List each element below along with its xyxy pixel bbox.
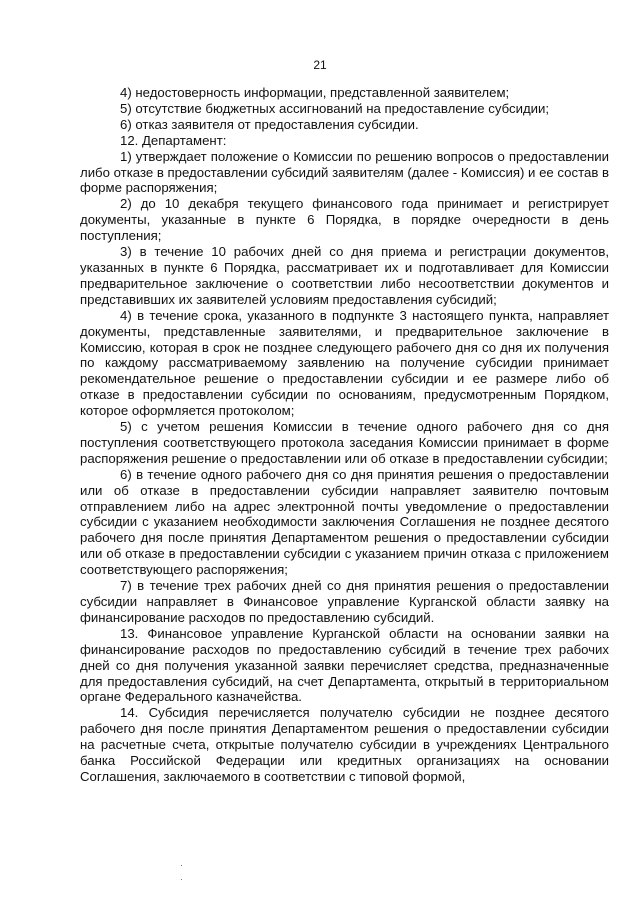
paragraph-item-5: 5) отсутствие бюджетных ассигнований на предоставление субсидии; (120, 100, 550, 116)
paragraph-subitem-1: 1) утверждает положение о Комиссии по решению вопросов о предоставлении либо отказе в предоставлении субсидий заявителям (далее - Комиссия) и ее состав в форме распоряжения; (80, 148, 609, 196)
paragraph-section-12: 12. Департамент: (120, 132, 227, 148)
paragraph-subitem-4: 4) в течение срока, указанного в подпункте 3 настоящего пункта, направляет документы, представленные заявителями, и предварительное заключение в Комиссию, которая в срок не позднее следующего рабочего дня со дня их получения по каждому рассматриваемому заявлению на получение субсидии принимает рекомендательное решение о предоставлении субсидии и ее размере либо об отказе в предоставлении субсидии по основаниям, предусмотренным Порядком, которое оформляется протоколом; (80, 307, 609, 419)
paragraph-subitem-7: 7) в течение трех рабочих дней со дня принятия решения о предоставлении субсидии направляет в Финансовое управление Курганской области заявку на финансирование расходов по предоставлению субсидий. (80, 578, 609, 625)
paragraph-subitem-5: 5) с учетом решения Комиссии в течение одного рабочего дня со дня поступления соответствующего протокола заседания Комиссии принимает в форме распоряжения решение о предоставлении или об отказе в предоставлении субсидии; (80, 419, 609, 466)
paragraph-section-13: 13. Финансовое управление Курганской области на основании заявки на финансирование расходов по предоставлению субсидий в течение трех рабочих дней со дня получения указанной заявки перечисляет средства, предназначенные для предоставления субсидий, на счет Департамента, открытый в территориальном органе Федерального казначейства. (80, 625, 609, 705)
paragraph-item-6: 6) отказ заявителя от предоставления субсидии. (120, 116, 419, 132)
paragraph-subitem-6: 6) в течение одного рабочего дня со дня принятия решения о предоставлении или об отказе в предоставлении субсидии направляет заявителю почтовым отправлением либо на адрес электронной почты уведомление о предоставлении субсидии с указанием необходимости заключения Соглашения не позднее десятого рабочего дня после принятия Департаментом решения о предоставлении субсидии или об отказе в предоставлении субсидии с указанием причин отказа с приложением соответствующего распоряжения; (80, 466, 609, 578)
paragraph-section-14: 14. Субсидия перечисляется получателю субсидии не позднее десятого рабочего дня после принятия Департаментом решения о предоставлении субсидии на расчетные счета, открытые получателю субсидии в учреждениях Центрального банка Российской Федерации или кредитных организациях на основании Соглашения, заключаемого в соответствии с типовой формой, (80, 705, 609, 784)
scan-speck (181, 879, 182, 880)
paragraph-subitem-3: 3) в течение 10 рабочих дней со дня приема и регистрации документов, указанных в пункте 6 Порядка, рассматривает их и подготавливает для Комиссии предварительное заключение о соответствии либо несоответствии документов и представивших их заявителей условиям предоставления субсидий; (80, 244, 609, 307)
paragraph-item-4: 4) недостоверность информации, представленной заявителем; (120, 85, 510, 100)
document-body (80, 85, 609, 785)
paragraph-subitem-2: 2) до 10 декабря текущего финансового года принимает и регистрирует документы, указанные в пункте 6 Порядка, в порядке очередности в день поступления; (80, 196, 609, 244)
page-number: 21 (313, 58, 327, 72)
scan-speck (181, 865, 182, 866)
